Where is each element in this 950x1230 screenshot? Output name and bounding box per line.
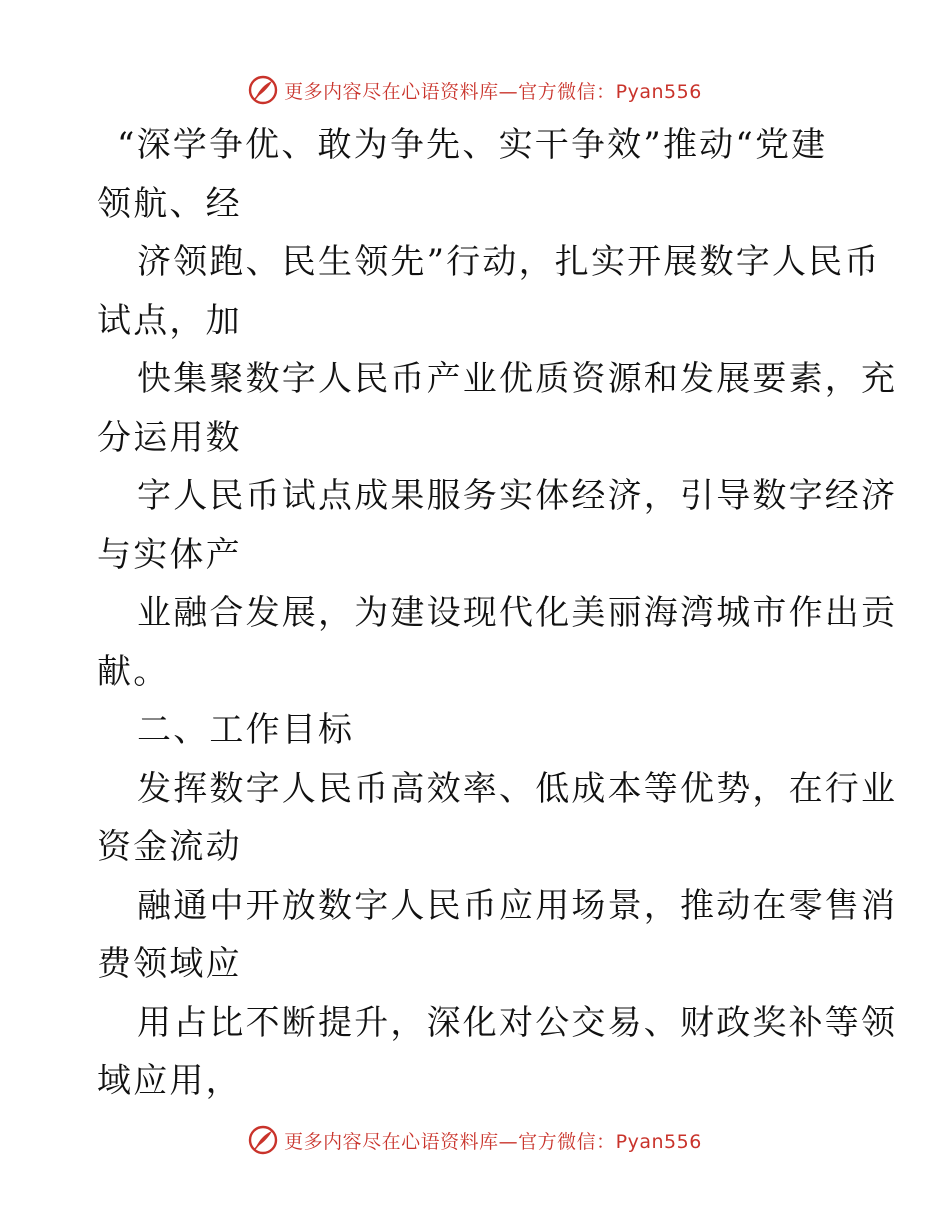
body-line: 资金流动: [97, 827, 242, 867]
body-line: “深学争优、敢为争先、实干争效”推动“党建: [117, 125, 828, 165]
header-watermark-banner: [0, 70, 950, 110]
document-body: [97, 116, 898, 1111]
feather-pen-logo-icon: [248, 1125, 278, 1155]
body-line: 发挥数字人民币高效率、低成本等优势，在行业: [137, 768, 898, 809]
body-line: 试点，加: [97, 300, 242, 341]
body-line: 费领域应: [97, 944, 242, 984]
body-line: 业融合发展，为建设现代化美丽海湾城市作出贡: [137, 593, 898, 633]
body-line: 分运用数: [97, 417, 242, 458]
body-line: 与实体产: [97, 534, 242, 575]
body-line: 济领跑、民生领先”行动，扎实开展数字人民币: [137, 242, 881, 282]
body-line: 字人民币试点成果服务实体经济，引导数字经济: [137, 476, 898, 516]
section-heading: 二、工作目标: [137, 710, 355, 750]
feather-pen-logo-icon: [248, 75, 278, 105]
body-line: 融通中开放数字人民币应用场景，推动在零售消: [137, 885, 898, 926]
body-line: 快集聚数字人民币产业优质资源和发展要素，充: [137, 359, 898, 399]
body-line: 域应用，: [97, 1061, 242, 1101]
footer-watermark-banner: [0, 1120, 950, 1160]
body-line: 献。: [97, 651, 170, 692]
body-line: 领航、经: [97, 183, 242, 224]
body-line: 用占比不断提升，深化对公交易、财政奖补等领: [137, 1002, 898, 1043]
header-watermark-text: 更多内容尽在心语资料库—官方微信：Pyan556: [284, 80, 702, 103]
footer-watermark-text: 更多内容尽在心语资料库—官方微信：Pyan556: [284, 1130, 702, 1153]
